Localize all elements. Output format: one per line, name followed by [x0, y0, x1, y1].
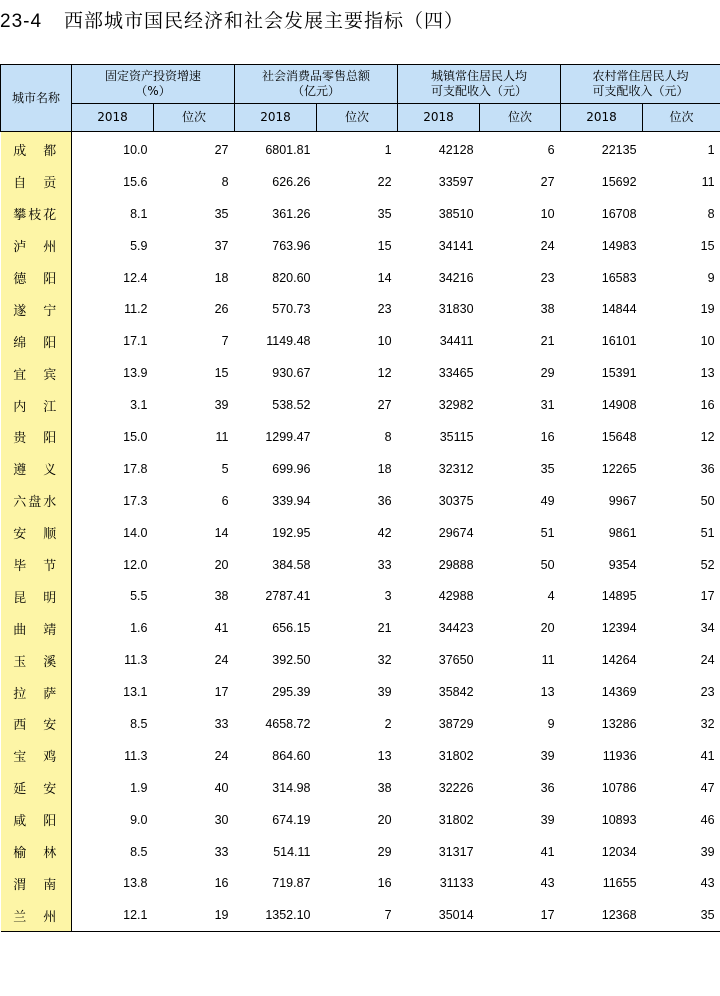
- fixed-asset-growth-cell: 5.5: [130, 589, 148, 604]
- city-name-cell: 兰 州: [1, 899, 72, 931]
- fixed-asset-growth-cell: 15.0: [123, 429, 148, 444]
- table-row: [1, 453, 720, 485]
- fixed-asset-growth-cell: 10.0: [123, 142, 148, 157]
- rank-subheader: 位次: [643, 104, 720, 132]
- table-row: [1, 740, 720, 772]
- urban-income-cell: 42128: [438, 142, 474, 157]
- table-row: [1, 132, 720, 166]
- urban-income-cell: 29888: [438, 557, 474, 572]
- rural-income-rank-cell: 11: [701, 174, 715, 189]
- fixed-asset-rank-cell: 11: [215, 429, 229, 444]
- retail-sales-cell: 2787.41: [265, 589, 311, 604]
- fixed-asset-rank-cell: 24: [214, 653, 229, 668]
- retail-sales-cell: 674.19: [272, 812, 311, 827]
- header-line: 社会消费品零售总额: [262, 69, 371, 83]
- table-row: [1, 580, 720, 612]
- retail-sales-rank-cell: 42: [377, 525, 392, 540]
- urban-income-rank-cell: 35: [540, 461, 555, 476]
- rural-income-cell: 9861: [608, 525, 637, 540]
- rural-income-rank-cell: 23: [700, 685, 715, 700]
- city-name-cell: 宝 鸡: [1, 740, 72, 772]
- urban-income-rank-cell: 39: [540, 812, 555, 827]
- rural-income-cell: 14908: [601, 398, 637, 413]
- fixed-asset-growth-cell: 9.0: [130, 812, 148, 827]
- retail-sales-rank-cell: 23: [377, 302, 392, 317]
- urban-income-cell: 31317: [438, 844, 474, 859]
- fixed-asset-growth-cell: 1.6: [130, 621, 148, 636]
- retail-sales-cell: 6801.81: [265, 142, 311, 157]
- rural-income-cell: 15648: [601, 429, 637, 444]
- retail-sales-cell: 864.60: [272, 748, 311, 763]
- header-unit: （%）: [135, 84, 171, 98]
- rural-income-cell: 22135: [601, 142, 637, 157]
- rural-income-rank-cell: 1: [707, 142, 715, 157]
- rank-subheader: 位次: [154, 104, 235, 132]
- city-name-cell: 延 安: [1, 772, 72, 804]
- urban-income-cell: 37650: [438, 653, 474, 668]
- rural-income-rank-cell: 50: [700, 493, 715, 508]
- fixed-asset-growth-cell: 11.2: [124, 302, 148, 317]
- table-row: [1, 612, 720, 644]
- retail-sales-rank-cell: 18: [377, 461, 392, 476]
- retail-sales-cell: 314.98: [272, 780, 311, 795]
- rural-income-cell: 14369: [601, 685, 637, 700]
- table-row: [1, 262, 720, 294]
- fixed-asset-rank-cell: 14: [214, 525, 229, 540]
- retail-sales-cell: 392.50: [272, 653, 311, 668]
- fixed-asset-rank-cell: 15: [214, 366, 229, 381]
- table-row: [1, 644, 720, 676]
- rural-income-cell: 14895: [601, 589, 637, 604]
- retail-sales-rank-cell: 16: [377, 876, 392, 891]
- urban-income-rank-cell: 9: [547, 716, 555, 731]
- urban-income-rank-cell: 49: [540, 493, 555, 508]
- fixed-asset-growth-cell: 8.5: [130, 844, 148, 859]
- rank-subheader: 位次: [480, 104, 561, 132]
- rural-income-rank-cell: 10: [700, 334, 715, 349]
- fixed-asset-growth-cell: 13.9: [123, 366, 148, 381]
- table-row: [1, 198, 720, 230]
- fixed-asset-growth-cell: 1.9: [130, 780, 148, 795]
- fixed-asset-growth-cell: 3.1: [130, 398, 148, 413]
- urban-income-cell: 34411: [439, 334, 474, 349]
- fixed-asset-growth-cell: 5.9: [130, 238, 148, 253]
- fixed-asset-rank-cell: 7: [221, 334, 229, 349]
- rural-income-rank-cell: 17: [700, 589, 715, 604]
- fixed-asset-growth-cell: 8.1: [130, 206, 148, 221]
- rural-income-cell: 16101: [601, 334, 637, 349]
- table-number: 23-4: [0, 11, 43, 32]
- retail-sales-rank-cell: 13: [377, 748, 392, 763]
- city-name-cell: 西 安: [1, 708, 72, 740]
- retail-sales-rank-cell: 36: [377, 493, 392, 508]
- city-name-cell: 玉 溪: [1, 644, 72, 676]
- city-name-cell: 榆 林: [1, 836, 72, 868]
- rural-income-cell: 11936: [602, 748, 637, 763]
- retail-sales-cell: 295.39: [272, 685, 311, 700]
- city-name-cell: 渭 南: [1, 867, 72, 899]
- city-name-cell: 攀枝花: [1, 198, 72, 230]
- fixed-asset-rank-cell: 35: [214, 206, 229, 221]
- urban-income-rank-cell: 29: [540, 366, 555, 381]
- retail-sales-cell: 361.26: [272, 206, 311, 221]
- retail-sales-cell: 719.87: [272, 876, 311, 891]
- rural-income-rank-cell: 34: [700, 621, 715, 636]
- urban-income-rank-cell: 41: [540, 844, 555, 859]
- urban-income-cell: 31830: [438, 302, 474, 317]
- table-row: [1, 836, 720, 868]
- retail-sales-rank-cell: 27: [377, 398, 392, 413]
- retail-sales-rank-cell: 3: [384, 589, 392, 604]
- retail-sales-rank-cell: 33: [377, 557, 392, 572]
- fixed-asset-growth-cell: 15.6: [123, 174, 148, 189]
- table-row: [1, 230, 720, 262]
- fixed-asset-growth-cell: 17.1: [123, 334, 148, 349]
- retail-sales-rank-cell: 29: [377, 844, 392, 859]
- city-name-cell: 内 江: [1, 389, 72, 421]
- rural-income-rank-cell: 39: [700, 844, 715, 859]
- fixed-asset-rank-cell: 38: [214, 589, 229, 604]
- fixed-asset-rank-cell: 16: [214, 876, 229, 891]
- retail-sales-rank-cell: 14: [377, 270, 392, 285]
- table-row: [1, 517, 720, 549]
- retail-sales-cell: 820.60: [272, 270, 311, 285]
- fixed-asset-rank-cell: 19: [214, 908, 229, 923]
- urban-income-rank-cell: 38: [540, 302, 555, 317]
- retail-sales-cell: 930.67: [272, 366, 311, 381]
- urban-income-cell: 31802: [438, 812, 474, 827]
- year-subheader: 2018: [561, 104, 643, 132]
- city-name-cell: 昆 明: [1, 580, 72, 612]
- city-column-header: 城市名称: [1, 65, 72, 132]
- fixed-asset-growth-cell: 8.5: [130, 716, 148, 731]
- rural-income-cell: 11655: [602, 876, 637, 891]
- rural-income-rank-cell: 36: [700, 461, 715, 476]
- rural-income-cell: 16708: [601, 206, 637, 221]
- fixed-asset-rank-cell: 26: [214, 302, 229, 317]
- urban-income-cell: 29674: [438, 525, 474, 540]
- fixed-asset-growth-cell: 17.8: [123, 461, 148, 476]
- fixed-asset-growth-cell: 11.3: [124, 748, 148, 763]
- urban-income-header: [398, 65, 561, 104]
- retail-sales-rank-cell: 20: [377, 812, 392, 827]
- fixed-asset-rank-cell: 37: [214, 238, 229, 253]
- city-name-cell: 自 贡: [1, 166, 72, 198]
- retail-sales-cell: 339.94: [272, 493, 311, 508]
- header-line: 农村常住居民人均: [592, 69, 689, 83]
- table-row: [1, 899, 720, 931]
- urban-income-rank-cell: 17: [540, 908, 555, 923]
- rural-income-cell: 12265: [601, 461, 637, 476]
- retail-sales-rank-cell: 39: [377, 685, 392, 700]
- urban-income-rank-cell: 51: [540, 525, 555, 540]
- city-name-cell: 毕 节: [1, 549, 72, 581]
- table-row: [1, 389, 720, 421]
- rural-income-cell: 14844: [601, 302, 637, 317]
- retail-sales-cell: 538.52: [272, 398, 311, 413]
- retail-sales-header: [235, 65, 398, 104]
- table-row: [1, 485, 720, 517]
- table-row: [1, 421, 720, 453]
- fixed-asset-rank-cell: 6: [221, 493, 229, 508]
- urban-income-cell: 32312: [438, 461, 474, 476]
- city-name-cell: 拉 萨: [1, 676, 72, 708]
- table-row: [1, 867, 720, 899]
- urban-income-rank-cell: 50: [540, 557, 555, 572]
- fixed-asset-growth-cell: 12.1: [123, 908, 148, 923]
- fixed-asset-growth-cell: 12.0: [123, 557, 148, 572]
- urban-income-rank-cell: 16: [540, 429, 555, 444]
- urban-income-cell: 32982: [438, 398, 474, 413]
- urban-income-cell: 38729: [438, 716, 474, 731]
- urban-income-rank-cell: 20: [540, 621, 555, 636]
- city-name-cell: 泸 州: [1, 230, 72, 262]
- city-name-cell: 遵 义: [1, 453, 72, 485]
- fixed-asset-growth-header: [72, 65, 235, 104]
- rural-income-rank-cell: 24: [700, 653, 715, 668]
- retail-sales-rank-cell: 38: [377, 780, 392, 795]
- urban-income-cell: 33597: [438, 174, 474, 189]
- table-row: [1, 166, 720, 198]
- table-row: [1, 357, 720, 389]
- urban-income-rank-cell: 13: [540, 685, 555, 700]
- rural-income-rank-cell: 8: [707, 206, 715, 221]
- urban-income-rank-cell: 11: [541, 653, 555, 668]
- rural-income-cell: 10786: [601, 780, 637, 795]
- indicator-table: [0, 64, 720, 932]
- table-row: [1, 804, 720, 836]
- urban-income-rank-cell: 31: [540, 398, 555, 413]
- urban-income-rank-cell: 6: [547, 142, 555, 157]
- rural-income-cell: 9354: [608, 557, 637, 572]
- retail-sales-rank-cell: 21: [377, 621, 392, 636]
- rural-income-rank-cell: 13: [700, 366, 715, 381]
- table-title: 西部城市国民经济和社会发展主要指标（四）: [64, 10, 465, 32]
- table-row: [1, 549, 720, 581]
- table-row: [1, 293, 720, 325]
- urban-income-cell: 31133: [439, 876, 474, 891]
- retail-sales-cell: 763.96: [272, 238, 311, 253]
- rank-subheader: 位次: [317, 104, 398, 132]
- rural-income-cell: 12368: [601, 908, 637, 923]
- fixed-asset-rank-cell: 33: [214, 844, 229, 859]
- urban-income-rank-cell: 23: [540, 270, 555, 285]
- rural-income-rank-cell: 32: [700, 716, 715, 731]
- urban-income-rank-cell: 24: [540, 238, 555, 253]
- fixed-asset-growth-cell: 13.1: [123, 685, 148, 700]
- urban-income-cell: 35842: [438, 685, 474, 700]
- rural-income-cell: 9967: [608, 493, 637, 508]
- header-line: 固定资产投资增速: [105, 69, 202, 83]
- table-row: [1, 708, 720, 740]
- urban-income-cell: 35014: [438, 908, 474, 923]
- retail-sales-rank-cell: 35: [377, 206, 392, 221]
- retail-sales-rank-cell: 8: [384, 429, 392, 444]
- fixed-asset-rank-cell: 24: [214, 748, 229, 763]
- urban-income-rank-cell: 27: [540, 174, 555, 189]
- rural-income-rank-cell: 19: [700, 302, 715, 317]
- retail-sales-cell: 514.11: [273, 844, 311, 859]
- urban-income-cell: 42988: [438, 589, 474, 604]
- table-row: [1, 772, 720, 804]
- retail-sales-rank-cell: 2: [384, 716, 392, 731]
- retail-sales-cell: 384.58: [272, 557, 311, 572]
- retail-sales-rank-cell: 32: [377, 653, 392, 668]
- rural-income-cell: 12034: [601, 844, 637, 859]
- retail-sales-cell: 570.73: [272, 302, 311, 317]
- rural-income-rank-cell: 15: [700, 238, 715, 253]
- fixed-asset-growth-cell: 13.8: [123, 876, 148, 891]
- rural-income-cell: 14264: [601, 653, 637, 668]
- fixed-asset-rank-cell: 8: [221, 174, 229, 189]
- urban-income-cell: 38510: [438, 206, 474, 221]
- retail-sales-cell: 626.26: [272, 174, 311, 189]
- fixed-asset-rank-cell: 41: [214, 621, 229, 636]
- rural-income-rank-cell: 35: [700, 908, 715, 923]
- fixed-asset-growth-cell: 17.3: [123, 493, 148, 508]
- rural-income-cell: 13286: [601, 716, 637, 731]
- urban-income-cell: 34423: [438, 621, 474, 636]
- retail-sales-cell: 1149.48: [266, 334, 311, 349]
- city-name-cell: 遂 宁: [1, 293, 72, 325]
- fixed-asset-growth-cell: 12.4: [123, 270, 148, 285]
- fixed-asset-growth-cell: 11.3: [124, 653, 148, 668]
- urban-income-rank-cell: 4: [547, 589, 555, 604]
- fixed-asset-rank-cell: 33: [214, 716, 229, 731]
- rural-income-rank-cell: 51: [700, 525, 715, 540]
- retail-sales-cell: 699.96: [272, 461, 311, 476]
- rural-income-cell: 14983: [601, 238, 637, 253]
- city-name-cell: 咸 阳: [1, 804, 72, 836]
- retail-sales-cell: 4658.72: [265, 716, 311, 731]
- year-subheader: 2018: [398, 104, 480, 132]
- retail-sales-rank-cell: 22: [377, 174, 392, 189]
- urban-income-rank-cell: 21: [540, 334, 555, 349]
- fixed-asset-rank-cell: 20: [214, 557, 229, 572]
- urban-income-cell: 33465: [438, 366, 474, 381]
- table-body: [1, 132, 720, 932]
- retail-sales-rank-cell: 7: [384, 908, 392, 923]
- city-name-cell: 六盘水: [1, 485, 72, 517]
- header-unit: （亿元）: [292, 84, 341, 98]
- urban-income-rank-cell: 43: [540, 876, 555, 891]
- urban-income-cell: 31802: [438, 748, 474, 763]
- rural-income-rank-cell: 16: [700, 398, 715, 413]
- header-unit: 可支配收入（元）: [431, 84, 528, 98]
- city-name-cell: 安 顺: [1, 517, 72, 549]
- city-name-cell: 德 阳: [1, 262, 72, 294]
- fixed-asset-rank-cell: 27: [214, 142, 229, 157]
- fixed-asset-rank-cell: 39: [214, 398, 229, 413]
- urban-income-rank-cell: 10: [540, 206, 555, 221]
- year-subheader: 2018: [235, 104, 317, 132]
- rural-income-rank-cell: 52: [700, 557, 715, 572]
- retail-sales-cell: 1352.10: [265, 908, 311, 923]
- fixed-asset-rank-cell: 30: [214, 812, 229, 827]
- city-name-cell: 宜 宾: [1, 357, 72, 389]
- retail-sales-rank-cell: 10: [377, 334, 392, 349]
- rural-income-rank-cell: 46: [700, 812, 715, 827]
- page-title: [0, 6, 464, 32]
- rural-income-cell: 15391: [601, 366, 637, 381]
- urban-income-cell: 35115: [439, 429, 474, 444]
- urban-income-cell: 34141: [438, 238, 474, 253]
- retail-sales-rank-cell: 12: [377, 366, 392, 381]
- table-row: [1, 676, 720, 708]
- retail-sales-rank-cell: 1: [384, 142, 392, 157]
- fixed-asset-rank-cell: 40: [214, 780, 229, 795]
- urban-income-rank-cell: 39: [540, 748, 555, 763]
- urban-income-rank-cell: 36: [540, 780, 555, 795]
- fixed-asset-growth-cell: 14.0: [123, 525, 148, 540]
- retail-sales-cell: 192.95: [272, 525, 311, 540]
- rural-income-rank-cell: 43: [700, 876, 715, 891]
- retail-sales-rank-cell: 15: [377, 238, 392, 253]
- rural-income-rank-cell: 41: [700, 748, 715, 763]
- rural-income-rank-cell: 9: [707, 270, 715, 285]
- year-subheader: 2018: [72, 104, 154, 132]
- rural-income-header: [561, 65, 720, 104]
- header-unit: 可支配收入（元）: [592, 84, 689, 98]
- fixed-asset-rank-cell: 5: [221, 461, 229, 476]
- fixed-asset-rank-cell: 17: [214, 685, 229, 700]
- city-name-cell: 曲 靖: [1, 612, 72, 644]
- rural-income-cell: 16583: [601, 270, 637, 285]
- retail-sales-cell: 1299.47: [265, 429, 311, 444]
- rural-income-cell: 15692: [601, 174, 637, 189]
- rural-income-cell: 10893: [601, 812, 637, 827]
- urban-income-cell: 32226: [438, 780, 474, 795]
- city-name-cell: 贵 阳: [1, 421, 72, 453]
- fixed-asset-rank-cell: 18: [214, 270, 229, 285]
- table-row: [1, 325, 720, 357]
- urban-income-cell: 30375: [438, 493, 474, 508]
- header-line: 城镇常住居民人均: [431, 69, 528, 83]
- city-name-cell: 绵 阳: [1, 325, 72, 357]
- rural-income-rank-cell: 47: [700, 780, 715, 795]
- city-name-cell: 成 都: [1, 132, 72, 166]
- rural-income-cell: 12394: [601, 621, 637, 636]
- retail-sales-cell: 656.15: [272, 621, 311, 636]
- urban-income-cell: 34216: [438, 270, 474, 285]
- rural-income-rank-cell: 12: [700, 429, 715, 444]
